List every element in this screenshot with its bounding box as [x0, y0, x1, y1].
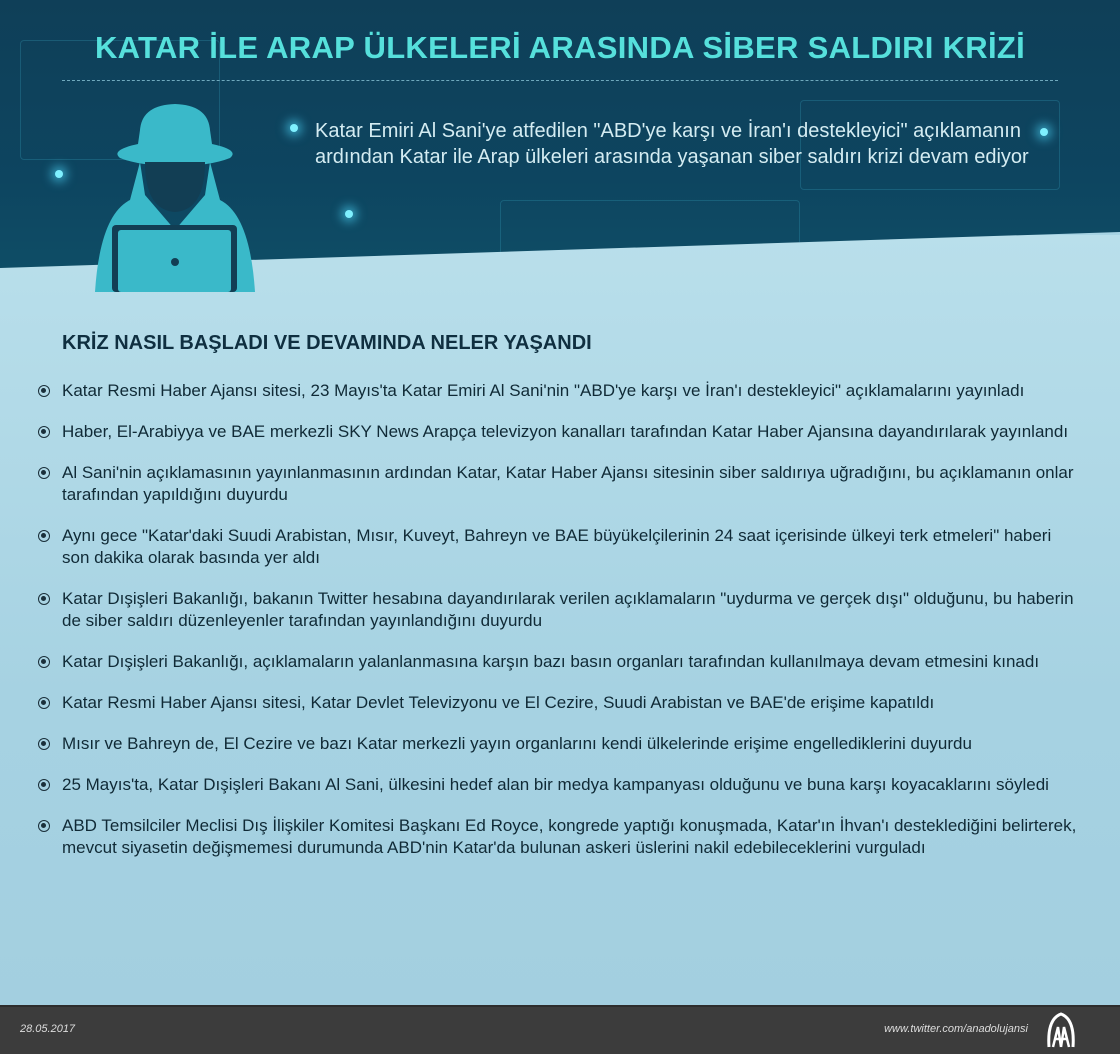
bullet-icon	[38, 593, 50, 605]
list-item	[38, 588, 1078, 632]
list-item	[38, 462, 1078, 506]
date: 28.05.2017	[20, 1023, 76, 1035]
item-text: Katar Dışişleri Bakanlığı, açıklamaların yalanlanmasına karşın bazı basın organları tarafından kullanılmaya devam etmesini kınadı	[62, 652, 1040, 671]
item-text: Katar Dışişleri Bakanlığı, bakanın Twitter hesabına dayandırılarak verilen açıklamaların "uydurma ve gerçek dışı" olduğunu, bu haberin de siber saldırı düzenleyenler tarafından yayınlandığını duyurdu	[62, 589, 1074, 630]
bullet-icon	[38, 530, 50, 542]
item-text: Mısır ve Bahreyn de, El Cezire ve bazı Katar merkezli yayın organlarını kendi ülkelerinde erişime engellediklerini duyurdu	[62, 734, 972, 753]
item-text: Aynı gece "Katar'daki Suudi Arabistan, Mısır, Kuveyt, Bahreyn ve BAE büyükelçilerinin 24 saat içerisinde ülkeyi terk etmeleri" haberi son dakika olarak basında yer aldı	[62, 526, 1052, 567]
list-item	[38, 380, 1078, 402]
list-item	[38, 692, 1078, 714]
divider	[62, 80, 1058, 81]
bullet-icon	[38, 820, 50, 832]
bullet-icon	[38, 467, 50, 479]
twitter-link[interactable]: www.twitter.com/anadolujansi	[884, 1023, 1028, 1035]
item-text: Al Sani'nin açıklamasının yayınlanmasının ardından Katar, Katar Haber Ajansı sitesinin siber saldırıya uğradığını, bu açıklamanın onlar tarafından yapıldığını duyurdu	[62, 463, 1074, 504]
bullet-icon	[38, 738, 50, 750]
list-item	[38, 815, 1078, 859]
anadolu-agency-logo-icon	[1046, 1011, 1076, 1049]
item-text: 25 Mayıs'ta, Katar Dışişleri Bakanı Al Sani, ülkesini hedef alan bir medya kampanyası olduğunu ve buna karşı koyacaklarını söyledi	[62, 775, 1049, 794]
bullet-icon	[38, 779, 50, 791]
item-text: ABD Temsilciler Meclisi Dış İlişkiler Komitesi Başkanı Ed Royce, kongrede yaptığı konuşmada, Katar'ın İhvan'ı desteklediğini belirterek, mevcut siyasetin değişmemesi durumunda ABD'nin Katar'da bulunan askeri üslerini nakil edebileceklerini vurguladı	[62, 816, 1077, 857]
hacker-icon	[90, 100, 265, 292]
item-text: Katar Resmi Haber Ajansı sitesi, 23 Mayıs'ta Katar Emiri Al Sani'nin "ABD'ye karşı ve İran'ı destekleyici" açıklamalarını yayınladı	[62, 381, 1025, 400]
list-item	[38, 421, 1078, 443]
bullet-icon	[38, 426, 50, 438]
item-text: Katar Resmi Haber Ajansı sitesi, Katar Devlet Televizyonu ve El Cezire, Suudi Arabistan ve BAE'de erişime kapatıldı	[62, 693, 935, 712]
footer	[0, 1005, 1120, 1054]
intro-text: Katar Emiri Al Sani'ye atfedilen "ABD'ye karşı ve İran'ı destekleyici" açıklamanın ardından Katar ile Arap ülkeleri arasında yaşanan siber saldırı krizi devam ediyor	[315, 120, 1029, 168]
list-item	[38, 774, 1078, 796]
list-item	[38, 525, 1078, 569]
list-item	[38, 651, 1078, 673]
events-list	[38, 380, 1078, 878]
section-heading: KRİZ NASIL BAŞLADI VE DEVAMINDA NELER YAŞANDI	[62, 332, 592, 354]
page-title: KATAR İLE ARAP ÜLKELERİ ARASINDA SİBER SALDIRI KRİZİ	[94, 30, 1026, 65]
glow-dot-icon	[290, 124, 298, 132]
bullet-icon	[38, 697, 50, 709]
list-item	[38, 733, 1078, 755]
bullet-icon	[38, 385, 50, 397]
bullet-icon	[38, 656, 50, 668]
item-text: Haber, El-Arabiyya ve BAE merkezli SKY News Arapça televizyon kanalları tarafından Katar Haber Ajansına dayandırılarak yayınlandı	[62, 422, 1069, 441]
